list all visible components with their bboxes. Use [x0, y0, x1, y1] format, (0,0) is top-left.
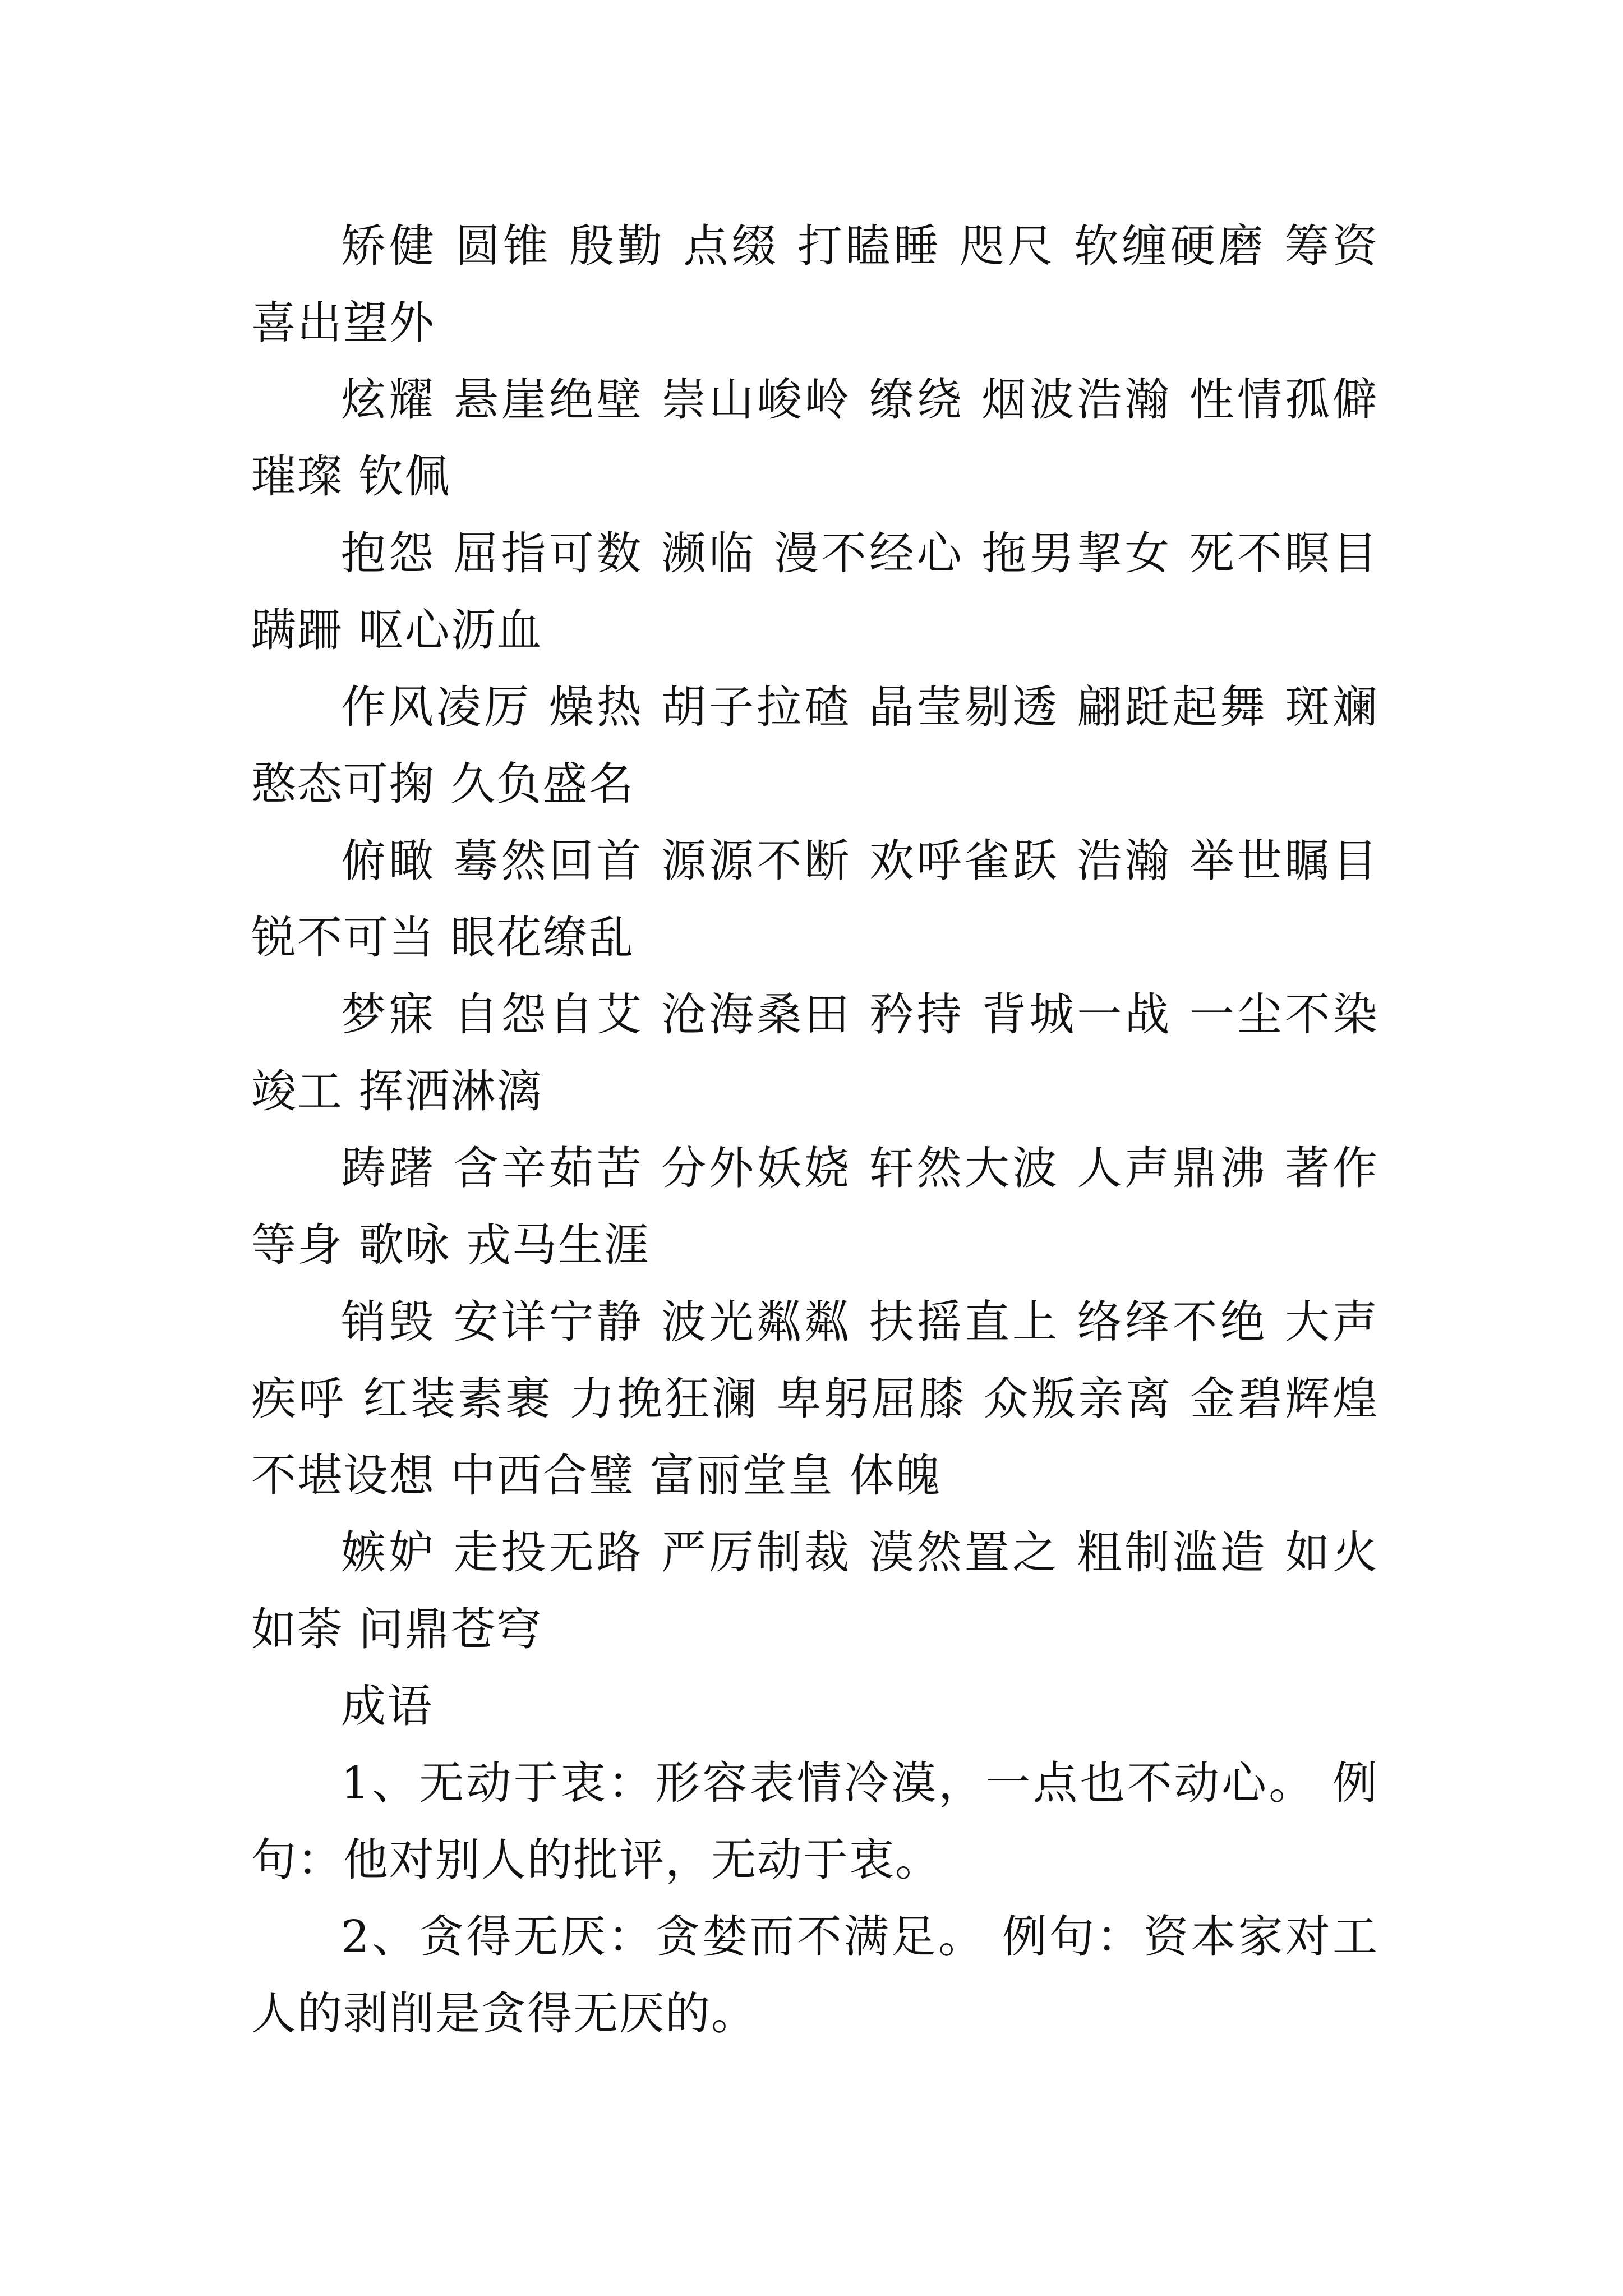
vocab-paragraph: 嫉妒 走投无路 严厉制裁 漠然置之 粗制滥造 如火如荼 问鼎苍穹 [251, 1526, 1378, 1655]
section-heading: 成语 [341, 1680, 433, 1732]
document-body [251, 208, 1378, 2052]
vocab-paragraph: 销毁 安详宁静 波光粼粼 扶摇直上 络绎不绝 大声疾呼 红装素裹 力挽狂澜 卑躬屈膝 众叛亲离 金碧辉煌 不堪设想 中西合璧 富丽堂皇 体魄 [251, 1296, 1378, 1502]
vocab-paragraph: 矫健 圆锥 殷勤 点缀 打瞌睡 咫尺 软缠硬磨 筹资 喜出望外 [251, 220, 1378, 349]
idiom-entry: 2、贪得无厌：贪婪而不满足。 例句：资本家对工人的剥削是贪得无厌的。 [251, 1911, 1378, 2040]
vocab-paragraph: 俯瞰 蓦然回首 源源不断 欢呼雀跃 浩瀚 举世瞩目 锐不可当 眼花缭乱 [251, 835, 1378, 964]
vocab-paragraph: 踌躇 含辛茹苦 分外妖娆 轩然大波 人声鼎沸 著作等身 歌咏 戎马生涯 [251, 1142, 1378, 1271]
idiom-entry: 1、无动于衷：形容表情冷漠，一点也不动心。 例句：他对别人的批评，无动于衷。 [251, 1757, 1378, 1886]
vocab-paragraph: 炫耀 悬崖绝壁 崇山峻岭 缭绕 烟波浩瀚 性情孤僻 璀璨 钦佩 [251, 374, 1378, 503]
vocab-paragraph: 梦寐 自怨自艾 沧海桑田 矜持 背城一战 一尘不染 竣工 挥洒淋漓 [251, 988, 1378, 1117]
vocab-paragraph: 作风凌厉 燥热 胡子拉碴 晶莹剔透 翩跹起舞 斑斓 憨态可掬 久负盛名 [251, 681, 1378, 810]
vocab-paragraph: 抱怨 屈指可数 濒临 漫不经心 拖男挈女 死不瞑目 蹒跚 呕心沥血 [251, 527, 1378, 656]
